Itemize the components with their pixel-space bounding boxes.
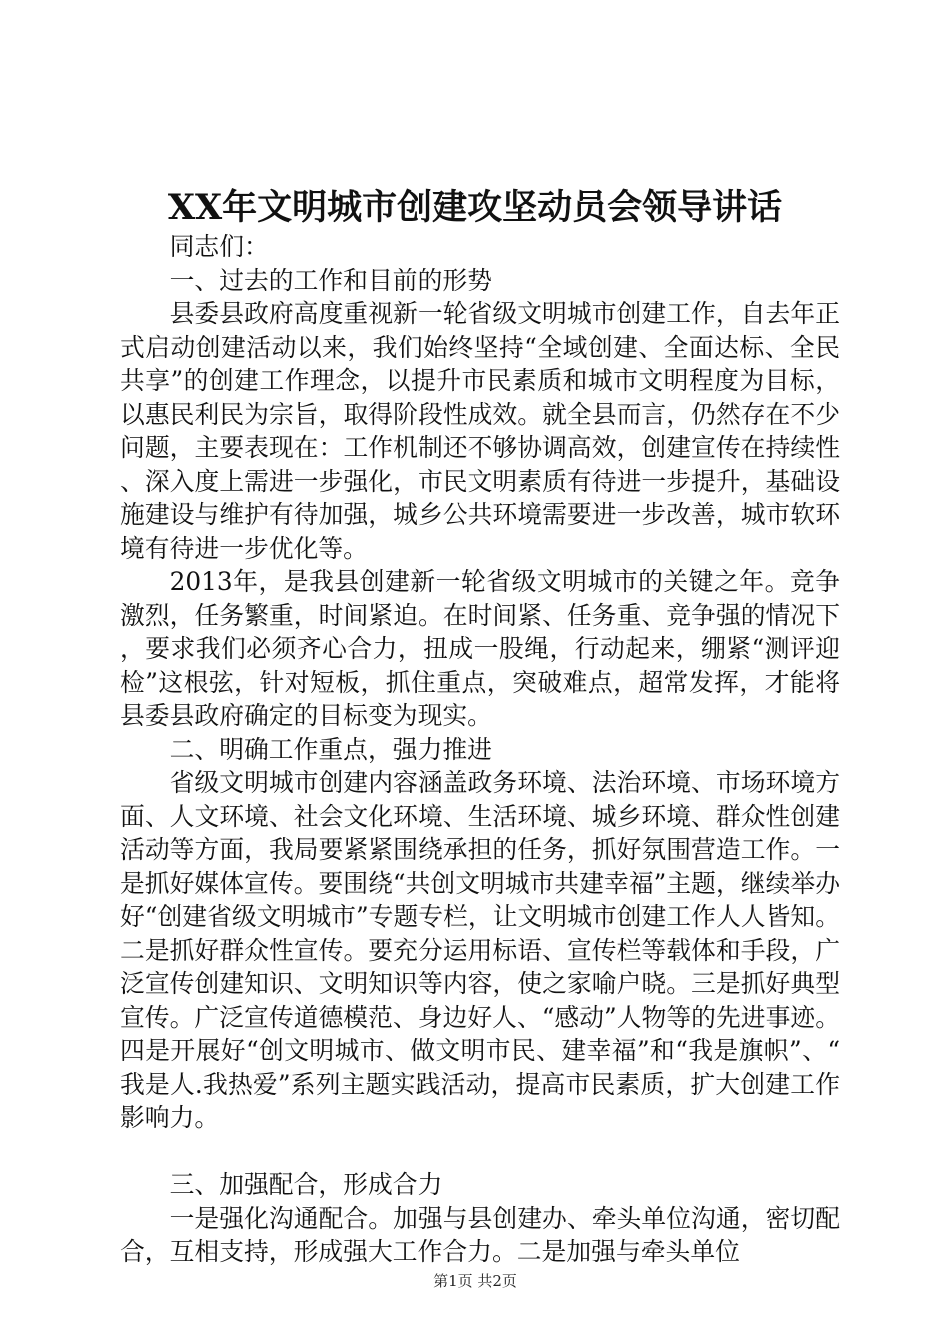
document-title: XX年文明城市创建攻坚动员会领导讲话	[167, 187, 783, 228]
paragraph: 2013年，是我县创建新一轮省级文明城市的关键之年。竞争激烈，任务繁重，时间紧迫。在时间紧、任务重、竞争强的情况下，要求我们必须齐心合力，扭成一股绳，行动起来，绷紧“测评迎检”这根弦，针对短板，抓住重点，突破难点，超常发挥，才能将县委县政府确定的目标变为现实。	[120, 567, 840, 730]
page-footer: 第1页 共2页	[433, 1272, 517, 1290]
salutation: 同志们：	[169, 232, 269, 261]
section-heading-2: 二、明确工作重点，强力推进	[169, 734, 492, 764]
section-heading-3: 三、加强配合，形成合力	[169, 1170, 443, 1199]
section-heading-1: 一、过去的工作和目前的形势	[169, 265, 492, 295]
document-body	[120, 230, 840, 1269]
paragraph-spacer	[120, 1135, 840, 1169]
paragraph: 县委县政府高度重视新一轮省级文明城市创建工作，自去年正式启动创建活动以来，我们始终坚持“全域创建、全面达标、全民共享”的创建工作理念，以提升市民素质和城市文明程度为目标，以惠民利民为宗旨，取得阶段性成效。就全县而言，仍然存在不少问题，主要表现在：工作机制还不够协调高效，创建宣传在持续性、深入度上需进一步强化，市民文明素质有待进一步提升，基础设施建设与维护有待加强，城乡公共环境需要进一步改善，城市软环境有待进一步优化等。	[120, 299, 840, 563]
paragraph: 省级文明城市创建内容涵盖政务环境、法治环境、市场环境方面、人文环境、社会文化环境、生活环境、城乡环境、群众性创建活动等方面，我局要紧紧围绕承担的任务，抓好氛围营造工作。一是抓好媒体宣传。要围绕“共创文明城市共建幸福”主题，继续举办好“创建省级文明城市”专题专栏，让文明城市创建工作人人皆知。二是抓好群众性宣传。要充分运用标语、宣传栏等载体和手段，广泛宣传创建知识、文明知识等内容，使之家喻户晓。三是抓好典型宣传。广泛宣传道德模范、身边好人、“感动”人物等的先进事迹。四是开展好“创文明城市、做文明市民、建幸福”和“我是旗帜”、“我是人.我热爱”系列主题实践活动，提高市民素质，扩大创建工作影响力。	[120, 768, 840, 1132]
paragraph: 一是强化沟通配合。加强与县创建办、牵头单位沟通，密切配合，互相支持，形成强大工作合力。二是加强与牵头单位	[120, 1203, 840, 1266]
